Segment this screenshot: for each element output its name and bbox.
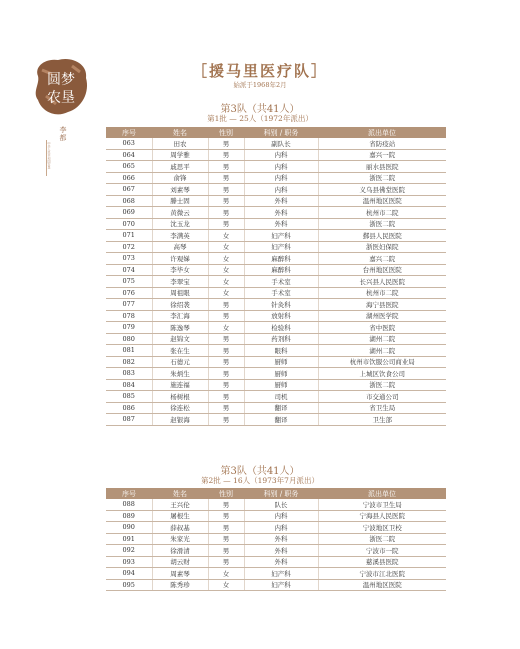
table-row xyxy=(106,149,446,161)
cell-gender: 女 xyxy=(208,276,244,288)
header-name: 姓名 xyxy=(152,488,208,499)
team1-batch: 第1批 — 25人（1972年派出） xyxy=(207,114,313,123)
cell-unit: 宁波地区卫校 xyxy=(318,522,446,534)
cell-department: 内科 xyxy=(244,510,318,522)
cell-unit: 温州地区医院 xyxy=(318,195,446,207)
cell-unit: 温州地区医院 xyxy=(318,579,446,591)
table-row xyxy=(106,287,446,299)
cell-number: 064 xyxy=(106,149,152,161)
cell-unit: 浙医二院 xyxy=(318,533,446,545)
cell-unit: 长兴县人民医院 xyxy=(318,276,446,288)
table-row xyxy=(106,533,446,545)
cell-number: 094 xyxy=(106,568,152,580)
cell-name: 张在生 xyxy=(152,345,208,357)
cell-name: 薛叔基 xyxy=(152,522,208,534)
cell-gender: 女 xyxy=(208,241,244,253)
cell-department: 妇产科 xyxy=(244,568,318,580)
table-row xyxy=(106,391,446,403)
cell-unit: 义乌县佛堂医院 xyxy=(318,184,446,196)
table-row xyxy=(106,195,446,207)
cell-name: 戚思平 xyxy=(152,161,208,173)
table-header-row xyxy=(106,127,446,138)
cell-name: 俞锋 xyxy=(152,172,208,184)
cell-unit: 浙医二院 xyxy=(318,218,446,230)
cell-name: 陈秀珍 xyxy=(152,579,208,591)
cell-unit: 慈溪县医院 xyxy=(318,556,446,568)
table-row xyxy=(106,230,446,242)
cell-gender: 女 xyxy=(208,568,244,580)
cell-unit: 杭州市二院 xyxy=(318,287,446,299)
table-row xyxy=(106,161,446,173)
cell-unit: 丽水县医院 xyxy=(318,161,446,173)
cell-number: 081 xyxy=(106,345,152,357)
cell-number: 090 xyxy=(106,522,152,534)
table-row xyxy=(106,138,446,149)
cell-unit: 省防疫站 xyxy=(318,138,446,149)
cell-gender: 女 xyxy=(208,253,244,265)
header-department: 科别 / 职务 xyxy=(244,127,318,138)
cell-department: 内科 xyxy=(244,172,318,184)
roster-table-2 xyxy=(106,488,446,591)
cell-unit: 嘉兴一院 xyxy=(318,149,446,161)
side-note: 中华人民共和国农垦 xyxy=(47,142,51,169)
cell-gender: 男 xyxy=(208,379,244,391)
cell-number: 080 xyxy=(106,333,152,345)
page-title: ［援马里医疗队］ xyxy=(191,62,328,80)
cell-department: 外科 xyxy=(244,556,318,568)
table-row xyxy=(106,172,446,184)
table-row xyxy=(106,510,446,522)
cell-name: 徐绍袭 xyxy=(152,299,208,311)
cell-number: 066 xyxy=(106,172,152,184)
cell-department: 队长 xyxy=(244,499,318,510)
header-name: 姓名 xyxy=(152,127,208,138)
side-author: 李都 xyxy=(59,126,67,142)
cell-number: 076 xyxy=(106,287,152,299)
cell-unit: 湖州二院 xyxy=(318,333,446,345)
cell-gender: 男 xyxy=(208,356,244,368)
cell-department: 妇产科 xyxy=(244,230,318,242)
cell-number: 077 xyxy=(106,299,152,311)
cell-number: 089 xyxy=(106,510,152,522)
header-department: 科别 / 职务 xyxy=(244,488,318,499)
cell-name: 沈玉龙 xyxy=(152,218,208,230)
table-row xyxy=(106,545,446,557)
cell-department: 内科 xyxy=(244,184,318,196)
table-row xyxy=(106,299,446,311)
cell-unit: 嘉兴二院 xyxy=(318,253,446,265)
seal-text-top: 圆梦 xyxy=(47,72,75,88)
cell-gender: 女 xyxy=(208,230,244,242)
cell-department: 麻醉科 xyxy=(244,253,318,265)
cell-department: 外科 xyxy=(244,195,318,207)
cell-number: 065 xyxy=(106,161,152,173)
table-row xyxy=(106,522,446,534)
cell-name: 周素琴 xyxy=(152,568,208,580)
cell-unit: 海宁县医院 xyxy=(318,299,446,311)
cell-name: 高琴 xyxy=(152,241,208,253)
team2-batch: 第2批 — 16人（1973年7月派出） xyxy=(201,476,319,485)
cell-number: 092 xyxy=(106,545,152,557)
cell-number: 083 xyxy=(106,368,152,380)
cell-department: 药剂科 xyxy=(244,333,318,345)
table-row xyxy=(106,207,446,219)
table-row xyxy=(106,379,446,391)
cell-department: 麻醉科 xyxy=(244,264,318,276)
cell-department: 内科 xyxy=(244,522,318,534)
cell-name: 屠根生 xyxy=(152,510,208,522)
cell-department: 外科 xyxy=(244,207,318,219)
cell-gender: 男 xyxy=(208,161,244,173)
cell-number: 091 xyxy=(106,533,152,545)
cell-name: 赵银海 xyxy=(152,414,208,426)
cell-number: 072 xyxy=(106,241,152,253)
table-row xyxy=(106,414,446,426)
cell-gender: 男 xyxy=(208,522,244,534)
cell-department: 翻译 xyxy=(244,402,318,414)
cell-department: 司机 xyxy=(244,391,318,403)
cell-gender: 男 xyxy=(208,545,244,557)
cell-department: 内科 xyxy=(244,161,318,173)
cell-unit: 湖州医学院 xyxy=(318,310,446,322)
cell-unit: 鄞县人民医院 xyxy=(318,230,446,242)
header-unit: 派出单位 xyxy=(318,488,446,499)
cell-number: 069 xyxy=(106,207,152,219)
cell-gender: 男 xyxy=(208,556,244,568)
cell-name: 朱家光 xyxy=(152,533,208,545)
cell-gender: 男 xyxy=(208,533,244,545)
cell-name: 李满英 xyxy=(152,230,208,242)
cell-department: 厨师 xyxy=(244,379,318,391)
cell-unit: 杭州市饮服公司商业局 xyxy=(318,356,446,368)
table-row xyxy=(106,402,446,414)
cell-unit: 省中医院 xyxy=(318,322,446,334)
cell-name: 李翠宝 xyxy=(152,276,208,288)
cell-department: 眼科 xyxy=(244,345,318,357)
cell-department: 手术室 xyxy=(244,287,318,299)
header-unit: 派出单位 xyxy=(318,127,446,138)
cell-name: 李毕女 xyxy=(152,264,208,276)
cell-number: 084 xyxy=(106,379,152,391)
table-row xyxy=(106,184,446,196)
cell-unit: 卫生部 xyxy=(318,414,446,426)
cell-number: 073 xyxy=(106,253,152,265)
cell-number: 068 xyxy=(106,195,152,207)
cell-department: 妇产科 xyxy=(244,241,318,253)
cell-gender: 男 xyxy=(208,345,244,357)
cell-name: 赵锦文 xyxy=(152,333,208,345)
cell-department: 副队长 xyxy=(244,138,318,149)
cell-number: 078 xyxy=(106,310,152,322)
cell-gender: 女 xyxy=(208,287,244,299)
cell-gender: 男 xyxy=(208,299,244,311)
cell-unit: 上城区饮食公司 xyxy=(318,368,446,380)
cell-name: 周学雅 xyxy=(152,149,208,161)
table-row xyxy=(106,333,446,345)
cell-number: 067 xyxy=(106,184,152,196)
table-row xyxy=(106,241,446,253)
cell-unit: 浙医二院 xyxy=(318,379,446,391)
cell-unit: 宁海县人民医院 xyxy=(318,510,446,522)
cell-unit: 浙医二院 xyxy=(318,172,446,184)
table-row xyxy=(106,310,446,322)
cell-gender: 男 xyxy=(208,499,244,510)
cell-name: 徐滑清 xyxy=(152,545,208,557)
table-row xyxy=(106,264,446,276)
cell-name: 刘素琴 xyxy=(152,184,208,196)
cell-name: 黄微云 xyxy=(152,207,208,219)
cell-gender: 男 xyxy=(208,510,244,522)
table-row xyxy=(106,368,446,380)
cell-department: 翻译 xyxy=(244,414,318,426)
page-subtitle: 始派于1968年2月 xyxy=(233,81,287,89)
header-number: 序号 xyxy=(106,127,152,138)
cell-number: 074 xyxy=(106,264,152,276)
cell-department: 手术室 xyxy=(244,276,318,288)
header-gender: 性别 xyxy=(208,488,244,499)
cell-gender: 男 xyxy=(208,391,244,403)
cell-department: 外科 xyxy=(244,533,318,545)
table-row xyxy=(106,218,446,230)
cell-unit: 市交通公司 xyxy=(318,391,446,403)
cell-number: 095 xyxy=(106,579,152,591)
cell-gender: 男 xyxy=(208,333,244,345)
table-row xyxy=(106,356,446,368)
header-number: 序号 xyxy=(106,488,152,499)
cell-gender: 男 xyxy=(208,149,244,161)
cell-department: 外科 xyxy=(244,218,318,230)
cell-name: 陈逸琴 xyxy=(152,322,208,334)
cell-unit: 省卫生局 xyxy=(318,402,446,414)
cell-name: 杨树根 xyxy=(152,391,208,403)
cell-department: 内科 xyxy=(244,149,318,161)
cell-unit: 宁波市卫生局 xyxy=(318,499,446,510)
cell-department: 放射科 xyxy=(244,310,318,322)
cell-unit: 浙医妇保院 xyxy=(318,241,446,253)
seal-text-bottom: 农垦 xyxy=(47,90,75,106)
cell-unit: 宁波市一院 xyxy=(318,545,446,557)
cell-number: 070 xyxy=(106,218,152,230)
cell-gender: 女 xyxy=(208,264,244,276)
cell-number: 093 xyxy=(106,556,152,568)
cell-name: 滕士固 xyxy=(152,195,208,207)
table-row xyxy=(106,579,446,591)
cell-number: 088 xyxy=(106,499,152,510)
cell-name: 周祖眼 xyxy=(152,287,208,299)
cell-name: 徐连松 xyxy=(152,402,208,414)
cell-number: 085 xyxy=(106,391,152,403)
team2-heading: 第3队（共41人） xyxy=(220,466,300,477)
cell-gender: 男 xyxy=(208,218,244,230)
cell-gender: 女 xyxy=(208,579,244,591)
cell-number: 079 xyxy=(106,322,152,334)
table-row xyxy=(106,322,446,334)
cell-department: 外科 xyxy=(244,545,318,557)
cell-name: 胡云财 xyxy=(152,556,208,568)
table-row xyxy=(106,345,446,357)
cell-number: 063 xyxy=(106,138,152,149)
cell-unit: 杭州市二院 xyxy=(318,207,446,219)
cell-gender: 男 xyxy=(208,207,244,219)
header-gender: 性别 xyxy=(208,127,244,138)
cell-department: 检验科 xyxy=(244,322,318,334)
cell-unit: 湖州二院 xyxy=(318,345,446,357)
cell-unit: 台州地区医院 xyxy=(318,264,446,276)
cell-gender: 男 xyxy=(208,368,244,380)
team1-heading: 第3队（共41人） xyxy=(220,104,300,115)
table-row xyxy=(106,253,446,265)
cell-gender: 男 xyxy=(208,184,244,196)
cell-name: 王兴伦 xyxy=(152,499,208,510)
cell-department: 厨师 xyxy=(244,356,318,368)
table-row xyxy=(106,556,446,568)
cell-number: 087 xyxy=(106,414,152,426)
cell-department: 厨师 xyxy=(244,368,318,380)
roster-table-1 xyxy=(106,127,446,426)
cell-gender: 女 xyxy=(208,322,244,334)
cell-name: 许观娣 xyxy=(152,253,208,265)
cell-gender: 男 xyxy=(208,414,244,426)
cell-number: 086 xyxy=(106,402,152,414)
cell-number: 082 xyxy=(106,356,152,368)
cell-gender: 男 xyxy=(208,402,244,414)
table-row xyxy=(106,276,446,288)
cell-gender: 男 xyxy=(208,172,244,184)
cell-unit: 宁波市江北医院 xyxy=(318,568,446,580)
cell-name: 田农 xyxy=(152,138,208,149)
table-row xyxy=(106,499,446,510)
cell-gender: 男 xyxy=(208,138,244,149)
cell-gender: 男 xyxy=(208,310,244,322)
cell-number: 075 xyxy=(106,276,152,288)
cell-name: 石德元 xyxy=(152,356,208,368)
table-header-row xyxy=(106,488,446,499)
table-row xyxy=(106,568,446,580)
cell-name: 朱炳生 xyxy=(152,368,208,380)
cell-gender: 男 xyxy=(208,195,244,207)
cell-department: 妇产科 xyxy=(244,579,318,591)
cell-name: 李汇海 xyxy=(152,310,208,322)
cell-name: 施连福 xyxy=(152,379,208,391)
cell-number: 071 xyxy=(106,230,152,242)
cell-department: 针灸科 xyxy=(244,299,318,311)
